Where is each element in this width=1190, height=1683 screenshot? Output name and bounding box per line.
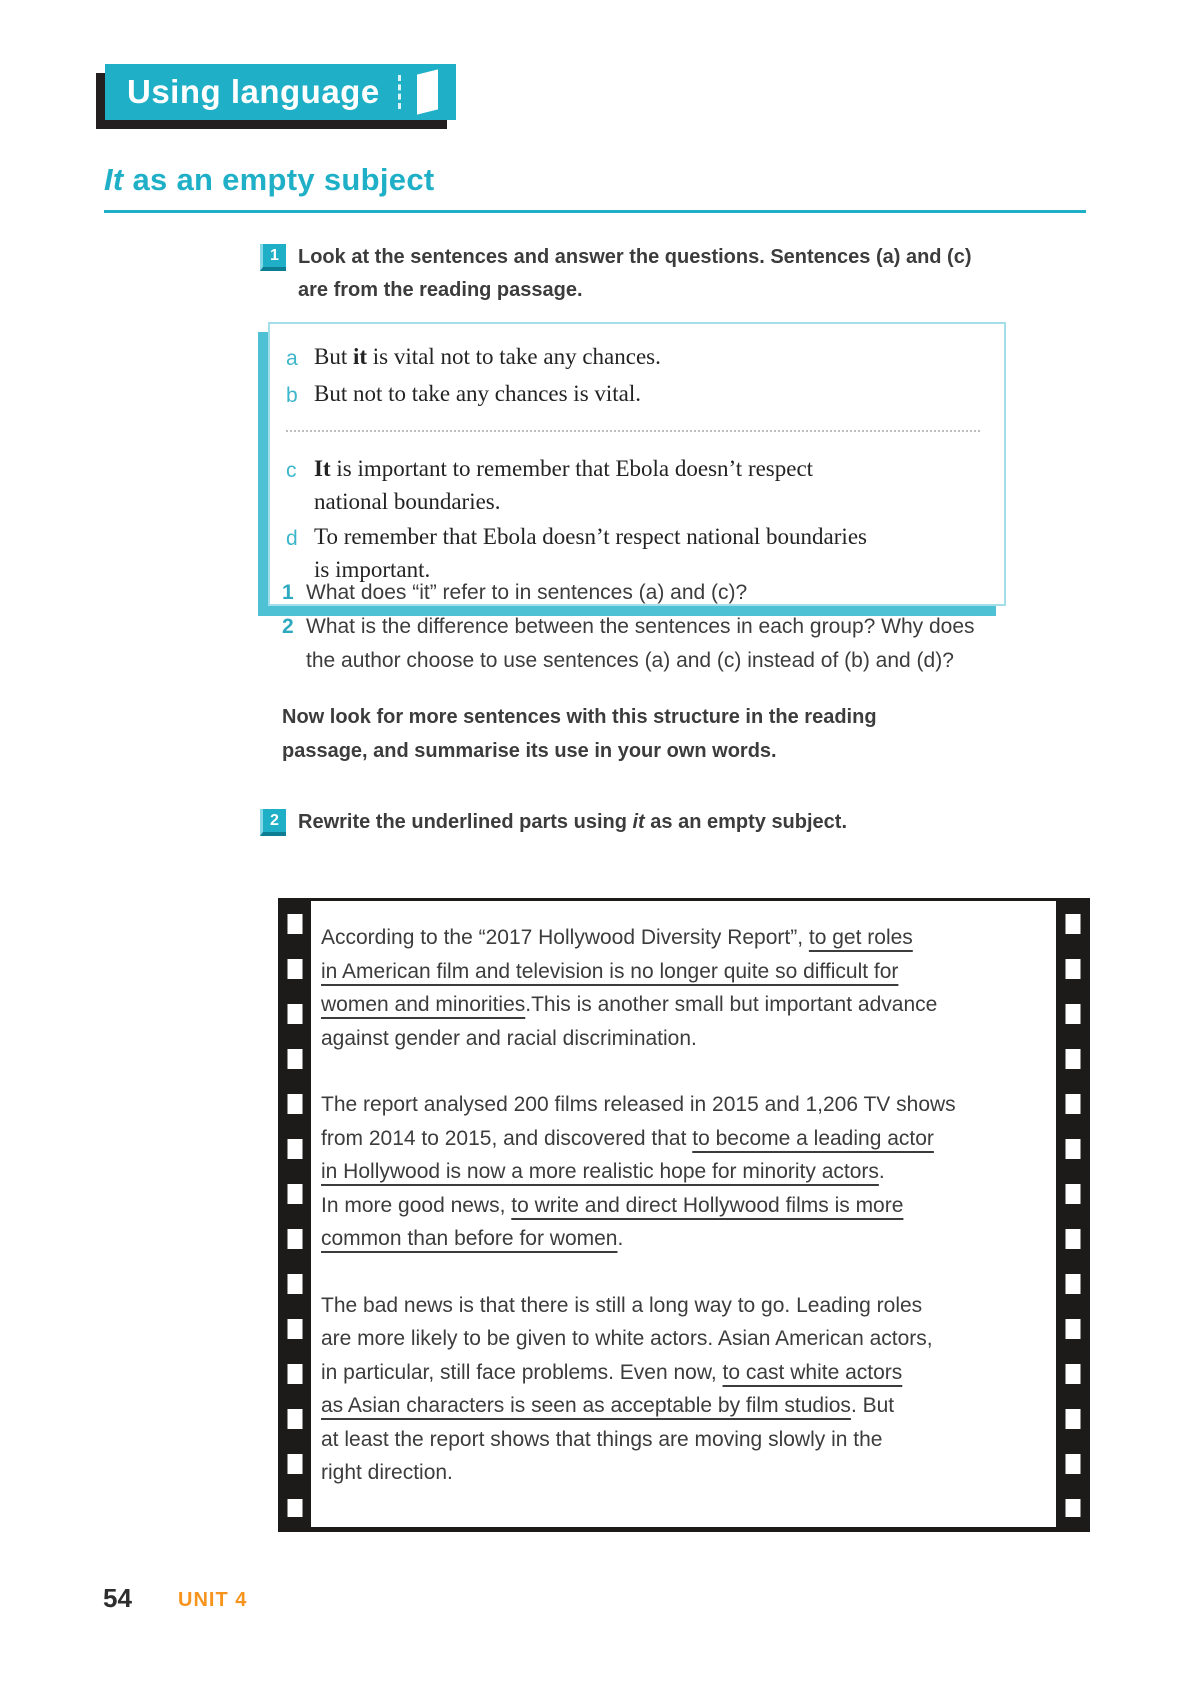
- sprocket-holes-icon: [287, 914, 302, 1517]
- question-2: [282, 610, 1042, 678]
- bookmark-icon: [417, 69, 438, 114]
- exercise2-header: [260, 806, 1058, 839]
- exercise1-instruction: Look at the sentences and answer the questions. Sentences (a) and (c) are from the reading passage.: [298, 246, 972, 301]
- filmstrip-right-bar: [1056, 901, 1090, 1527]
- passage-paragraph-1: According to the “2017 Hollywood Diversity Report”, to get roles in American film and television is no longer quite so difficult for women and minorities.This is another small but important advance against gender and racial discrimination.: [321, 926, 938, 1050]
- sentence-text: But it is vital not to take any chances.: [314, 344, 661, 369]
- sentence-text: It is important to remember that Ebola doesn’t respect national boundaries.: [314, 456, 814, 514]
- sprocket-holes-icon: [1066, 914, 1081, 1517]
- sentence-letter: d: [286, 527, 298, 550]
- sentence-row-a: [286, 340, 980, 375]
- page-number: 54: [103, 1583, 132, 1613]
- filmstrip-left-bar: [278, 901, 311, 1527]
- passage-paragraph-3: The bad news is that there is still a long way to go. Leading roles are more likely to be given to white actors. Asian American actors, in particular, still face problems. Even now, to cast white actors as Asian characters is seen as acceptable by film studios. But at least the report shows that things are moving slowly in the right direction.: [321, 1293, 933, 1484]
- section-banner: [105, 64, 456, 120]
- banner-dashed-divider: [398, 75, 401, 109]
- banner-title: Using language: [127, 73, 380, 110]
- unit-label: UNIT 4: [178, 1589, 248, 1611]
- sentence-row-b: [286, 377, 980, 412]
- exercise2-instruction: Rewrite the underlined parts using it as an empty subject.: [298, 811, 848, 833]
- question-1: [282, 576, 1042, 610]
- heading-rule: [104, 210, 1086, 213]
- followup-instruction: Now look for more sentences with this structure in the reading passage, and summarise its use in your own words.: [282, 706, 877, 762]
- dotted-divider: [286, 430, 980, 432]
- exercise2-number-badge: 2: [260, 809, 286, 836]
- question-text: What is the difference between the sentences in each group? Why does the author choose to use sentences (a) and (c) instead of (b) and (d)?: [306, 615, 975, 672]
- filmstrip-passage-box: [278, 898, 1090, 1532]
- question-number: 1: [282, 581, 294, 604]
- question-list: [282, 576, 1042, 678]
- sentence-text: But not to take any chances is vital.: [314, 381, 642, 406]
- question-number: 2: [282, 615, 294, 638]
- sentence-text: To remember that Ebola doesn’t respect national boundaries is important.: [314, 524, 867, 582]
- exercise1-header: [260, 241, 1058, 307]
- page-title: It as an empty subject: [104, 162, 435, 197]
- sentence-letter: b: [286, 384, 298, 407]
- question-text: What does “it” refer to in sentences (a) and (c)?: [306, 581, 748, 604]
- passage-content: [311, 901, 1056, 1527]
- sentence-letter: a: [286, 347, 298, 370]
- exercise1-number-badge: 1: [260, 244, 286, 271]
- sentence-letter: c: [286, 459, 297, 482]
- passage-paragraph-2: The report analysed 200 films released in 2015 and 1,206 TV shows from 2014 to 2015, and discovered that to become a leading actor in Hollywood is now a more realistic hope for minority actors. In more good news, to write and direct Hollywood films is more common than before for women.: [321, 1093, 956, 1250]
- example-sentences-box: [268, 322, 1006, 606]
- sentence-row-c: [286, 452, 980, 518]
